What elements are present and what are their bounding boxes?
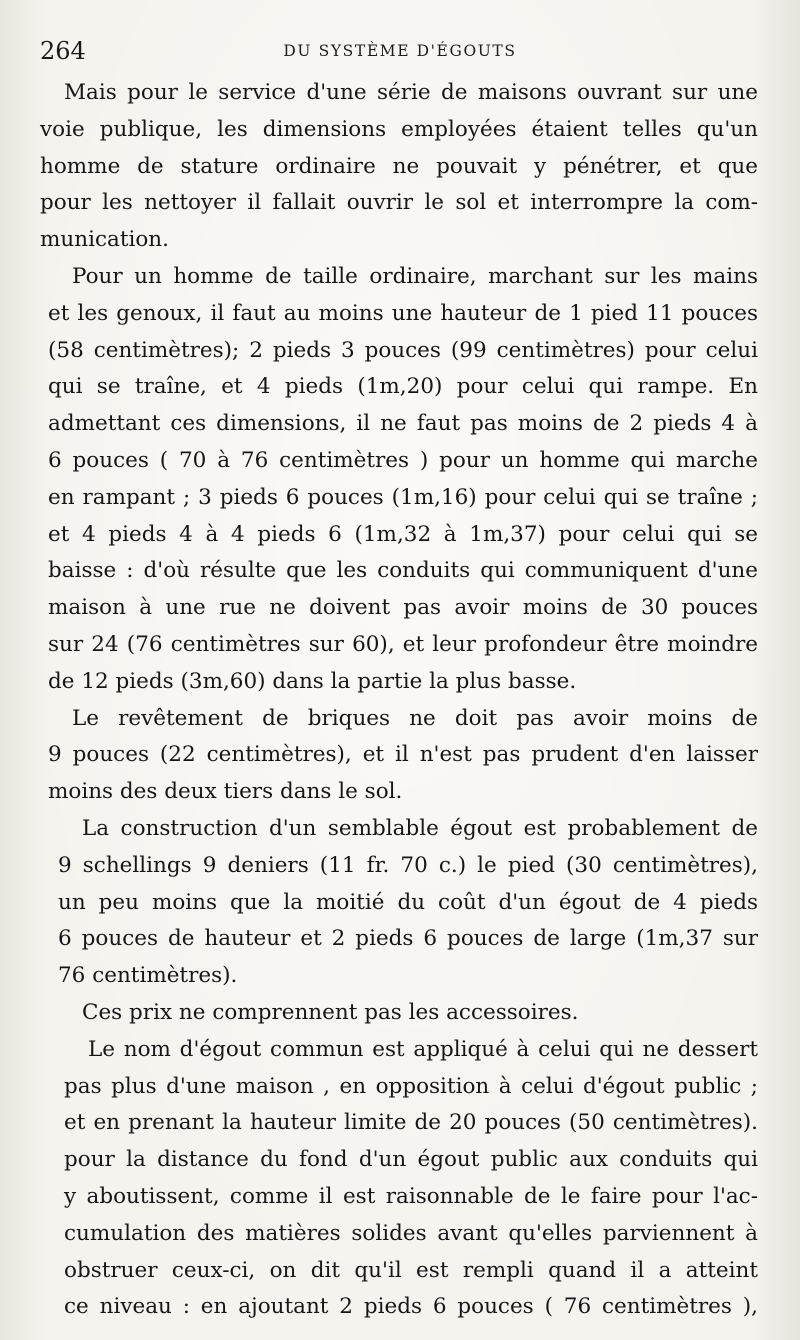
text-line: homme de stature ordinaire ne pouvait y pénétrer, et que — [40, 153, 758, 179]
text-line: et en prenant la hauteur limite de 20 pouces (50 centimètres). — [64, 1110, 758, 1136]
text-line: de 12 pieds (3m,60) dans la partie la plus basse. — [48, 668, 577, 694]
text-line: 76 centimètres). — [58, 963, 238, 989]
text-line: Ces prix ne comprennent pas les accessoires. — [82, 999, 579, 1025]
text-line: en rampant ; 3 pieds 6 pouces (1m,16) pour celui qui se traîne ; — [48, 484, 758, 510]
text-line: ce niveau : en ajoutant 2 pieds 6 pouces ( 76 centimètres ), — [64, 1294, 758, 1320]
text-line: pour la distance du fond d'un égout public aux conduits qui — [64, 1147, 758, 1173]
text-line: et 4 pieds 4 à 4 pieds 6 (1m,32 à 1m,37) pour celui qui se — [48, 521, 758, 547]
text-line: sur 24 (76 centimètres sur 60), et leur profondeur être moindre — [48, 631, 758, 657]
text-line: Mais pour le service d'une série de maisons ouvrant sur une — [64, 80, 758, 105]
text-line: munication. — [40, 227, 169, 253]
text-line: baisse : d'où résulte que les conduits qui communiquent d'une — [48, 558, 758, 584]
text-line: voie publique, les dimensions employées étaient telles qu'un — [40, 116, 758, 142]
text-line: y aboutissent, comme il est raisonnable de le faire pour l'ac- — [64, 1183, 758, 1209]
text-line: un peu moins que la moitié du coût d'un égout de 4 pieds — [58, 889, 758, 915]
text-line: 6 pouces de hauteur et 2 pieds 6 pouces de large (1m,37 sur — [58, 926, 758, 952]
text-line: admettant ces dimensions, il ne faut pas moins de 2 pieds 4 à — [48, 411, 758, 437]
running-head: DU SYSTÈME D'ÉGOUTS — [283, 42, 517, 60]
text-line: 6 pouces ( 70 à 76 centimètres ) pour un homme qui marche — [48, 447, 758, 473]
text-line: Le nom d'égout commun est appliqué à celui qui ne dessert — [88, 1036, 758, 1062]
text-line: pas plus d'une maison , en opposition à celui d'égout public ; — [64, 1073, 758, 1099]
text-line: 9 schellings 9 deniers (11 fr. 70 c.) le pied (30 centimètres), — [58, 852, 758, 878]
text-line: et les genoux, il faut au moins une hauteur de 1 pied 11 pouces — [48, 300, 758, 326]
text-line: La construction d'un semblable égout est probablement de — [82, 815, 758, 841]
text-line: maison à une rue ne doivent pas avoir moins de 30 pouces — [48, 595, 758, 621]
text-line: cumulation des matières solides avant qu'elles parviennent à — [64, 1220, 758, 1246]
paragraph — [40, 995, 758, 1032]
text-line: 9 pouces (22 centimètres), et il n'est pas prudent d'en laisser — [48, 742, 758, 768]
text-line: moins des deux tiers dans le sol. — [48, 779, 403, 805]
text-line: (58 centimètres); 2 pieds 3 pouces (99 centimètres) pour celui — [48, 337, 758, 363]
paragraph — [40, 259, 758, 701]
body-text — [40, 75, 758, 1326]
paragraph — [40, 701, 758, 811]
text-line: qui se traîne, et 4 pieds (1m,20) pour celui qui rampe. En — [48, 374, 758, 400]
text-line: obstruer ceux-ci, on dit qu'il est rempli quand il a atteint — [64, 1257, 758, 1283]
paragraph — [40, 811, 758, 995]
text-line: Le revêtement de briques ne doit pas avoir moins de — [72, 705, 758, 731]
paragraph — [40, 1032, 758, 1326]
page-header — [40, 36, 760, 66]
page-number: 264 — [40, 37, 86, 65]
text-line: Pour un homme de taille ordinaire, marchant sur les mains — [72, 263, 758, 289]
text-line: pour les nettoyer il fallait ouvrir le sol et interrompre la com- — [40, 190, 758, 216]
paragraph — [40, 75, 758, 259]
